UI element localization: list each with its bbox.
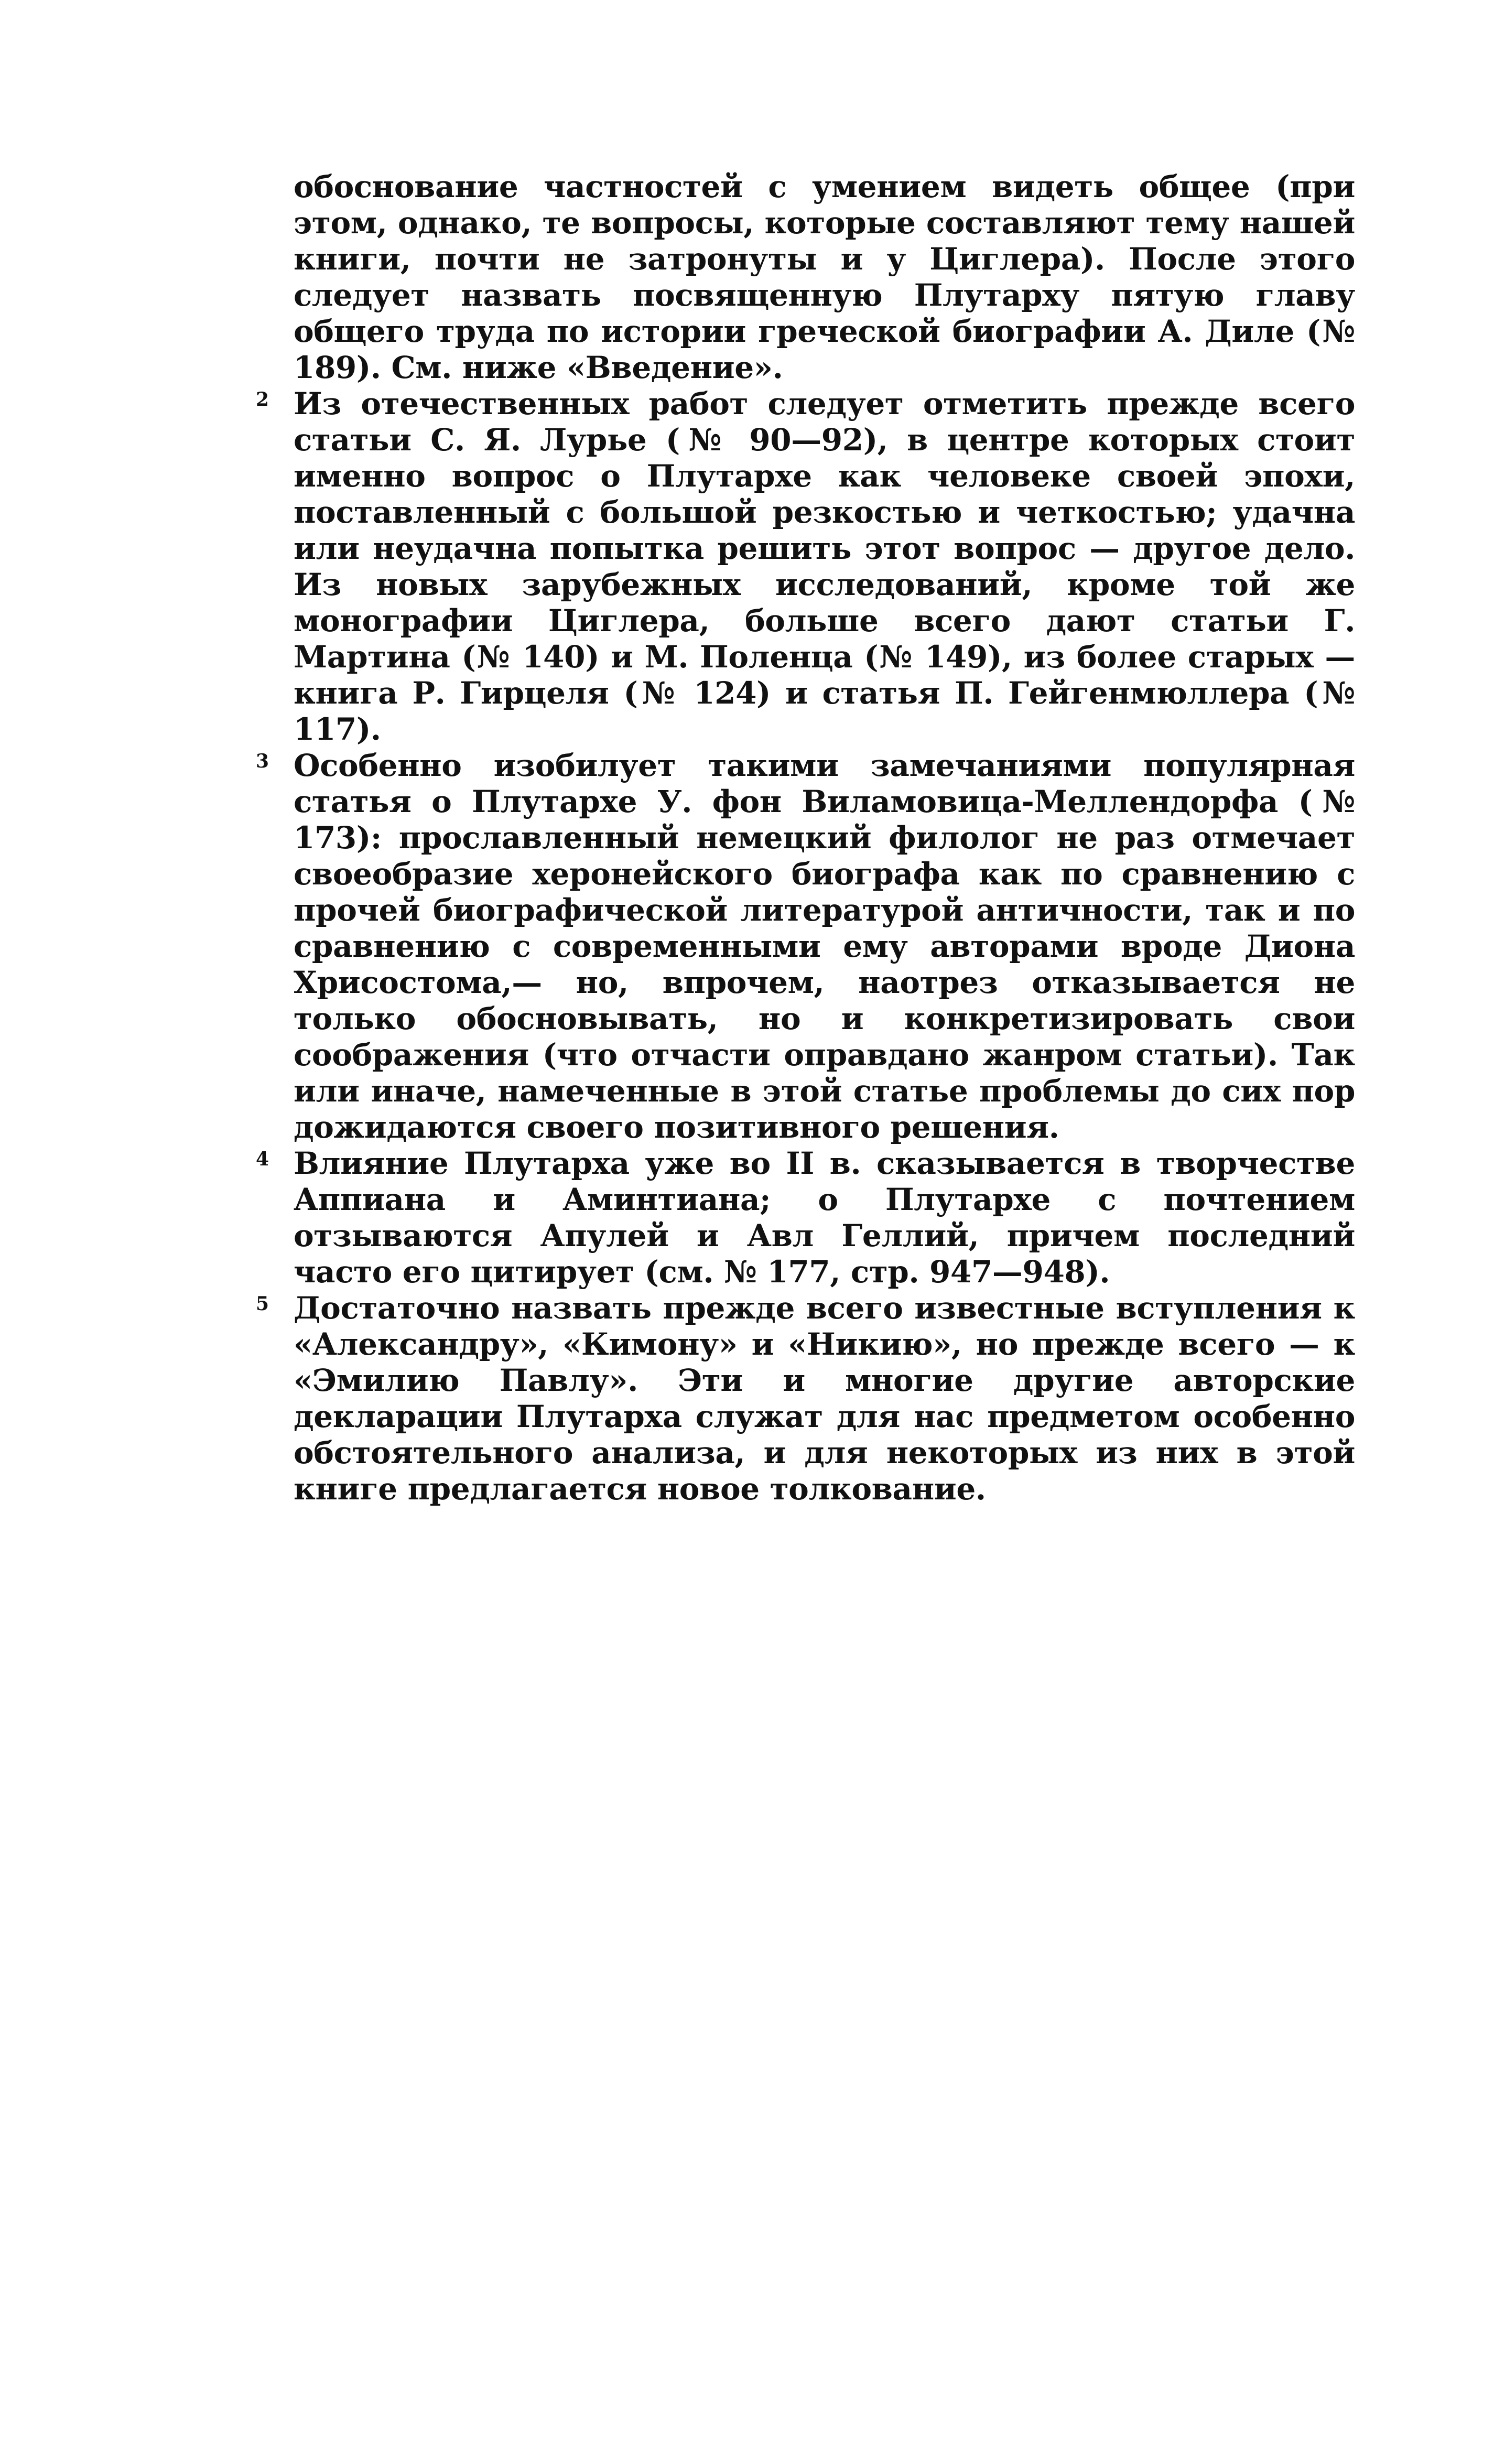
footnote-number: 5 <box>256 1293 269 1315</box>
footnote-text: обоснование частностей с умением видеть общее (при этом, однако, те вопросы, которые составляют тему нашей книги, почти не затронуты и у Циглера). После этого следует назвать посвященную Плутарху пятую главу общего труда по истории греческой биографии А. Диле (№ 189). См. ниже «Введение». <box>294 169 1355 385</box>
footnote-text: Из отечественных работ следует отметить прежде всего статьи С. Я. Лурье (№ 90—92), в центре которых стоит именно вопрос о Плутархе как человеке своей эпохи, поставленный с большой резкостью и четкостью; удачна или неудачна попытка решить этот вопрос — другое дело. Из новых зарубежных исследований, кроме той же монографии Циглера, больше всего дают статьи Г. Мартина (№ 140) и М. Поленца (№ 149), из более старых — книга Р. Гирцеля (№ 124) и статья П. Гейгенмюллера (№ 117). <box>294 386 1355 747</box>
footnotes-block <box>256 169 1355 1507</box>
footnote-2 <box>256 386 1355 748</box>
footnote-number: 2 <box>256 388 269 410</box>
footnote-number: 4 <box>256 1148 269 1170</box>
footnote-5 <box>256 1290 1355 1507</box>
footnote-1-continued <box>294 169 1355 386</box>
footnote-text: Особенно изобилует такими замечаниями популярная статья о Плутархе У. фон Виламовица-Меллендорфа (№ 173): прославленный немецкий филолог не раз отмечает своеобразие херонейского биографа как по сравнению с прочей биографической литературой античности, так и по сравнению с современными ему авторами вроде Диона Хрисостома,— но, впрочем, наотрез отказывается не только обосновывать, но и конкретизировать свои соображения (что отчасти оправдано жанром статьи). Так или иначе, намеченные в этой статье проблемы до сих пор дожидаются своего позитивного решения. <box>294 748 1355 1145</box>
footnote-4 <box>256 1145 1355 1290</box>
footnote-text: Достаточно назвать прежде всего известные вступления к «Александру», «Кимону» и «Никию», но прежде всего — к «Эмилию Павлу». Эти и многие другие авторские декларации Плутарха служат для нас предметом особенно обстоятельного анализа, и для некоторых из них в этой книге предлагается новое толкование. <box>294 1290 1355 1507</box>
footnote-3 <box>256 748 1355 1145</box>
footnote-text: Влияние Плутарха уже во II в. сказывается в творчестве Аппиана и Аминтиана; о Плутархе с почтением отзываются Апулей и Авл Геллий, причем последний часто его цитирует (см. № 177, стр. 947—948). <box>294 1145 1355 1290</box>
footnote-number: 3 <box>256 750 269 772</box>
